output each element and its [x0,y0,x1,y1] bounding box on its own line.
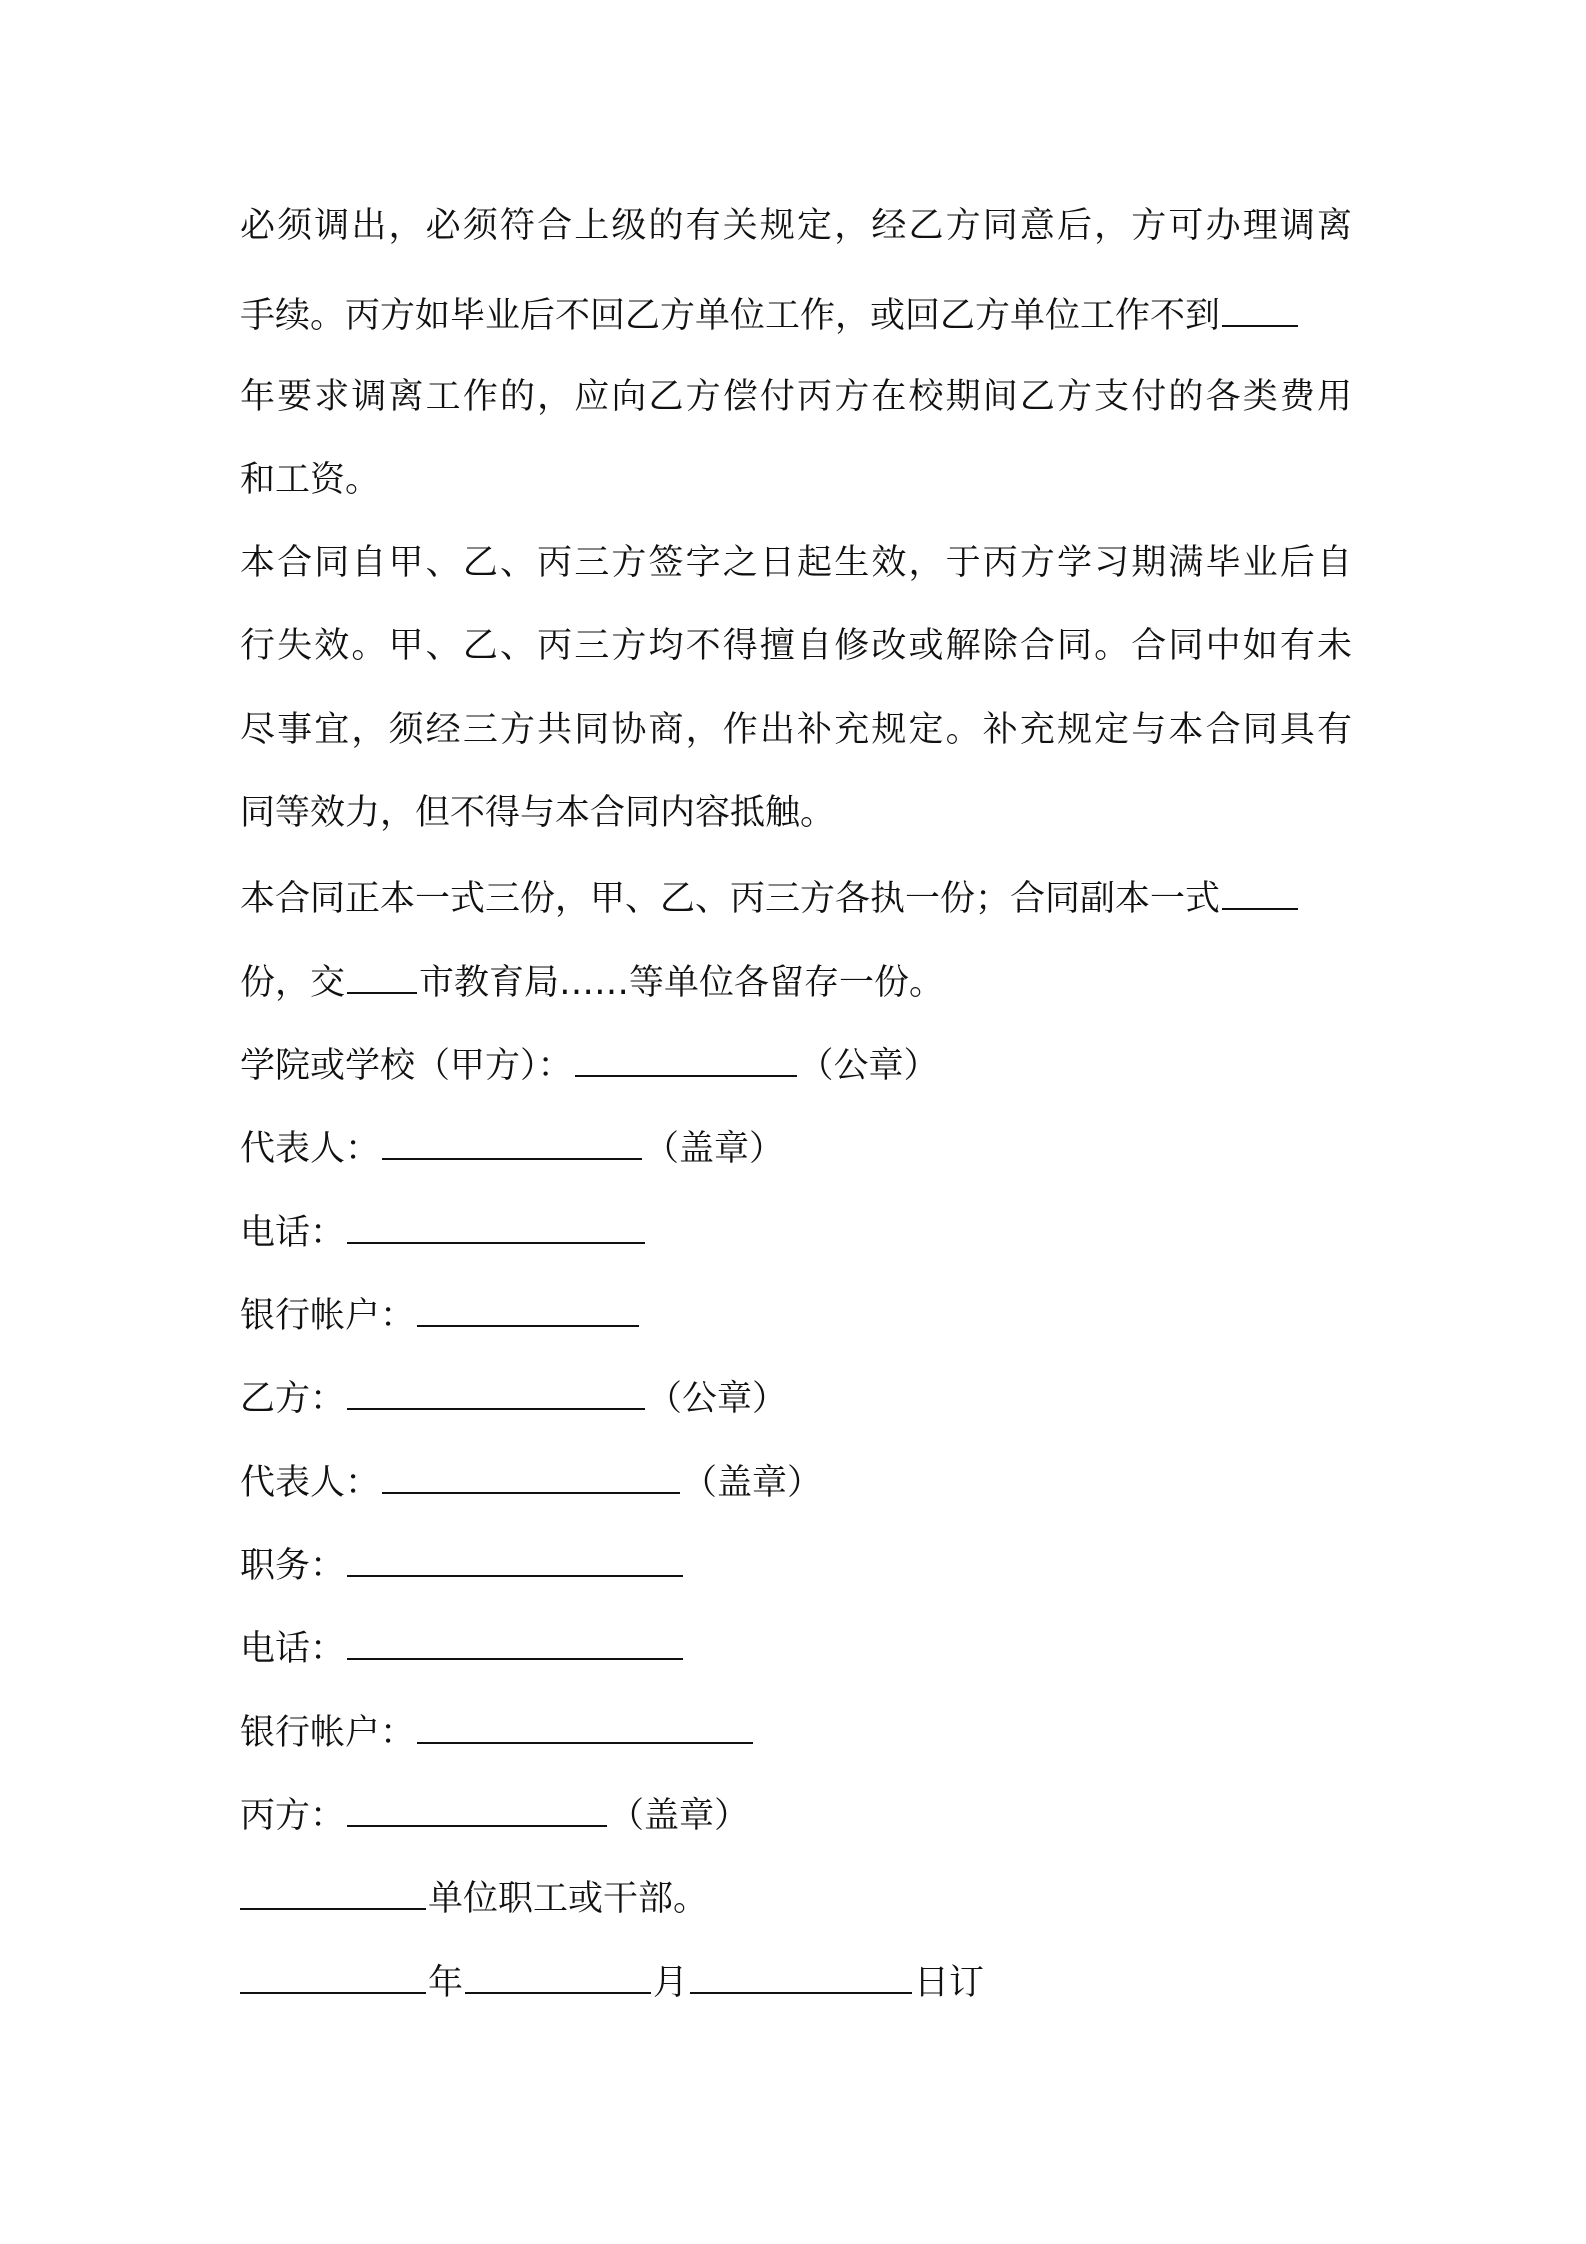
party-a-blank[interactable] [575,1033,797,1077]
para2-line1: 本合同自甲、乙、丙三方签字之日起生效，于丙方学习期满毕业后自 [240,543,1352,583]
para3-line2-a: 份，交 [240,963,346,1003]
city-blank[interactable] [347,950,417,994]
party-b-bank-line [240,1700,755,1760]
party-b-bank-label: 银行帐户： [240,1713,416,1753]
party-a-bank-label: 银行帐户： [240,1296,416,1336]
party-b-rep-line [240,1450,822,1510]
party-b-bank-blank[interactable] [417,1700,753,1744]
party-c-line [240,1783,749,1843]
party-b-rep-seal: （盖章） [682,1463,823,1503]
party-b-phone-blank[interactable] [347,1616,683,1660]
party-b-rep-blank[interactable] [382,1450,680,1494]
para2-line4: 同等效力，但不得与本合同内容抵触。 [240,793,836,833]
party-a-seal: （公章） [798,1046,939,1086]
party-a-phone-line [240,1200,647,1260]
para3-line2-b: 市教育局……等单位各留存一份。 [419,963,945,1003]
party-b-seal: （公章） [647,1379,788,1419]
para1-line1: 必须调出，必须符合上级的有关规定，经乙方同意后，方可办理调离 [240,206,1352,246]
party-a-rep-label: 代表人： [240,1129,381,1169]
para1-line2 [240,283,1352,343]
date-line [240,1950,984,2010]
party-b-phone-line [240,1616,685,1676]
day-blank[interactable] [690,1950,912,1994]
para3-line1 [240,866,1352,926]
year-blank[interactable] [240,1950,426,1994]
para2-line2: 行失效。甲、乙、丙三方均不得擅自修改或解除合同。合同中如有未 [240,626,1352,666]
party-a-label: 学院或学校（甲方）： [240,1046,573,1086]
unit-line [240,1866,708,1926]
year-label: 年 [428,1963,464,2003]
para1-line3: 年要求调离工作的，应向乙方偿付丙方在校期间乙方支付的各类费用 [240,377,1352,417]
party-a-rep-seal: （盖章） [644,1129,785,1169]
party-b-phone-label: 电话： [240,1629,346,1669]
party-a-bank-line [240,1283,641,1343]
party-a-phone-label: 电话： [240,1213,346,1253]
para1-line4: 和工资。 [240,460,381,500]
copies-blank[interactable] [1222,866,1298,910]
party-c-blank[interactable] [347,1783,607,1827]
party-b-rep-label: 代表人： [240,1463,381,1503]
unit-text: 单位职工或干部。 [428,1879,709,1919]
month-blank[interactable] [465,1950,651,1994]
party-b-title-blank[interactable] [347,1533,683,1577]
para3-line1-text: 本合同正本一式三份，甲、乙、丙三方各执一份；合同副本一式 [240,879,1221,919]
party-b-line [240,1366,787,1426]
years-blank[interactable] [1222,283,1298,327]
party-a-bank-blank[interactable] [417,1283,639,1327]
party-c-label: 丙方： [240,1796,346,1836]
party-c-seal: （盖章） [609,1796,750,1836]
unit-blank[interactable] [240,1866,426,1910]
party-a-rep-line [240,1116,784,1176]
party-a-phone-blank[interactable] [347,1200,645,1244]
party-a-rep-blank[interactable] [382,1116,642,1160]
party-b-blank[interactable] [347,1366,645,1410]
para1-line2-text: 手续。丙方如毕业后不回乙方单位工作，或回乙方单位工作不到 [240,296,1221,336]
para2-line3: 尽事宜，须经三方共同协商，作出补充规定。补充规定与本合同具有 [240,710,1352,750]
day-label: 日订 [914,1963,985,2003]
party-b-label: 乙方： [240,1379,346,1419]
month-label: 月 [653,1963,689,2003]
party-b-title-line [240,1533,685,1593]
para3-line2 [240,950,944,1010]
party-b-title-label: 职务： [240,1546,346,1586]
party-a-line [240,1033,939,1093]
